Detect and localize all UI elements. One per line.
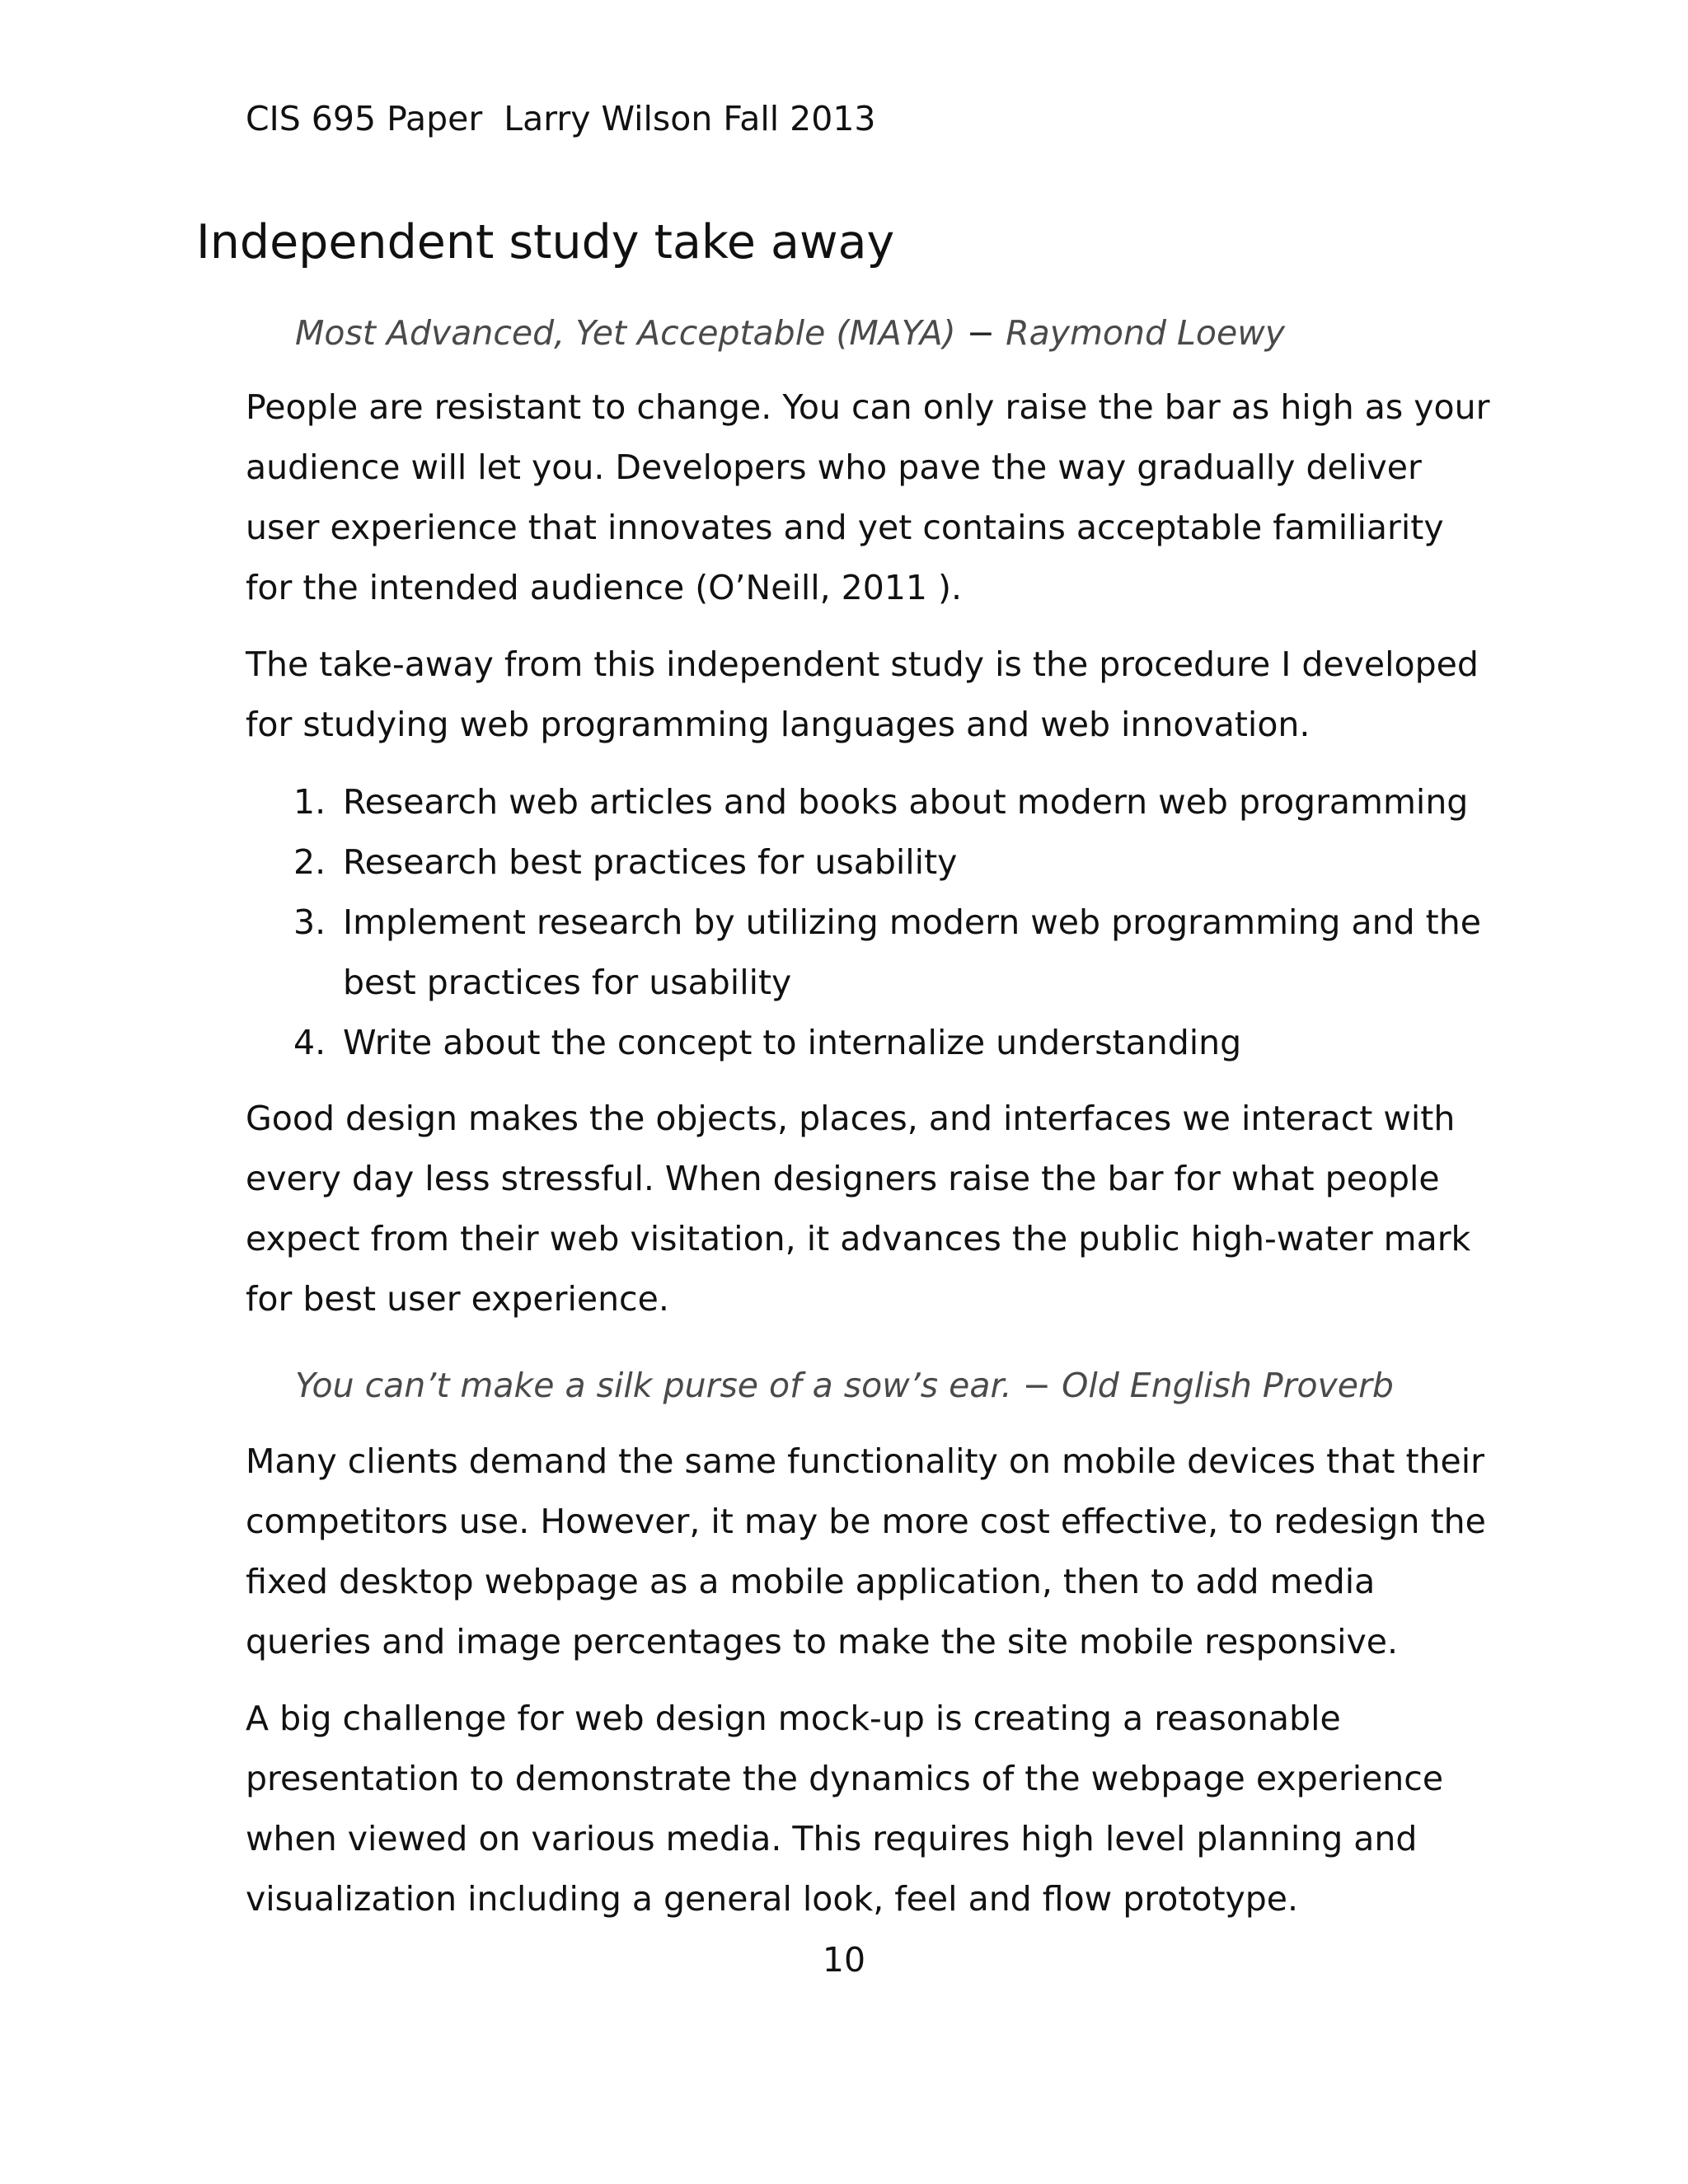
list-marker: 2. [293, 842, 326, 882]
list-marker: 4. [293, 1023, 326, 1062]
epigraph-quote-proverb: You can’t make a silk purse of a sow’s ear. − Old English Proverb [295, 1366, 1394, 1405]
list-marker: 1. [293, 782, 326, 822]
list-item [246, 1013, 1498, 1073]
list-item [246, 832, 1498, 893]
list-item [246, 772, 1498, 832]
epigraph-quote-maya [295, 312, 1285, 354]
list-item-text: Research best practices for usability [343, 842, 958, 882]
paragraph-mockup-challenge: A big challenge for web design mock-up is creating a reasonable presentation to demonstrate the dynamics of the webpage experience when viewed on various media. This requires high level planning and visualization including a general look, feel and flow prototype. [246, 1699, 1444, 1919]
page-number: 10 [822, 1940, 866, 1980]
list-item-text: Implement research by utilizing modern web programming and the best practices for usability [343, 902, 1481, 1002]
list-marker: 3. [293, 902, 326, 942]
paragraph-resistance-to-change: People are resistant to change. You can only raise the bar as high as your audience will let you. Developers who pave the way gradually deliver user experience that innovates and yet contains acceptable familiarity for the intended audience (O’Neill, 2011 ). [246, 387, 1490, 607]
paragraph-good-design: Good design makes the objects, places, and interfaces we interact with every day less stressful. When designers raise the bar for what people expect from their web visitation, it advances the public high-water mark for best user experience. [246, 1099, 1471, 1319]
list-item-text: Research web articles and books about modern web programming [343, 782, 1469, 822]
quote-author: Raymond Loewy [1006, 313, 1285, 353]
paragraph-mobile-clients: Many clients demand the same functionality on mobile devices that their competitors use. However, it may be more cost effective, to redesign the fixed desktop webpage as a mobile application, then to add media queries and image percentages to make the site mobile responsive. [246, 1441, 1486, 1661]
procedure-list [246, 772, 1498, 1073]
quote-dash: − [955, 313, 1006, 353]
list-item-text: Write about the concept to internalize understanding [343, 1023, 1242, 1062]
paragraph-takeaway-procedure: The take-away from this independent study is the procedure I developed for studying web programming languages and web innovation. [246, 644, 1479, 744]
section-heading: Independent study take away [196, 215, 895, 269]
running-header: CIS 695 Paper Larry Wilson Fall 2013 [246, 99, 876, 138]
list-item [246, 893, 1498, 1013]
quote-text: Most Advanced, Yet Acceptable (MAYA) [295, 313, 956, 353]
